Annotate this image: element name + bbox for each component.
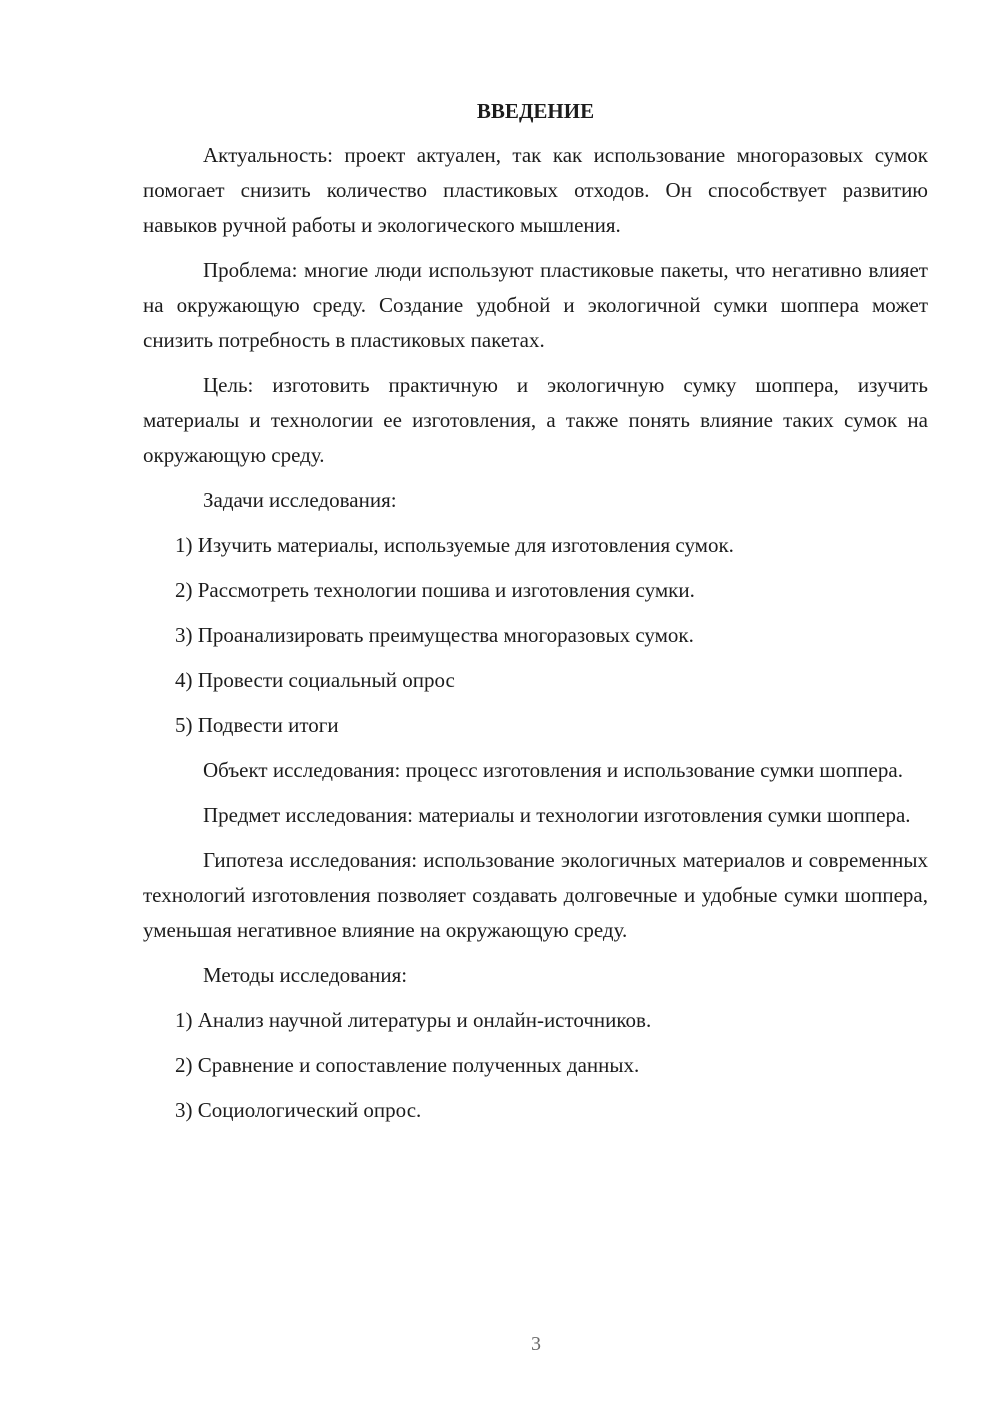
goal-paragraph: Цель: изготовить практичную и экологичную сумку шоппера, изучить материалы и технологии ее изготовления, а также понять влияние таких сумок на окружающую среду. [143, 373, 928, 467]
section-heading: ВВЕДЕНИЕ [476, 99, 595, 123]
methods-label: Методы исследования: [203, 963, 408, 987]
method-item-3: 3) Социологический опрос. [175, 1098, 422, 1122]
task-item-3: 3) Проанализировать преимущества многоразовых сумок. [175, 623, 694, 647]
hypothesis-paragraph: Гипотеза исследования: использование экологичных материалов и современных технологий изготовления позволяет создавать долговечные и удобные сумки шоппера, уменьшая негативное влияние на окружающую среду. [143, 848, 928, 942]
page-number: 3 [531, 1333, 541, 1355]
task-item-1: 1) Изучить материалы, используемые для изготовления сумок. [175, 533, 734, 557]
task-item-5: 5) Подвести итоги [175, 713, 339, 737]
methods-list [143, 1003, 928, 1128]
problem-paragraph: Проблема: многие люди используют пластиковые пакеты, что негативно влияет на окружающую среду. Создание удобной и экологичной сумки шоппера может снизить потребность в пластиковых пакетах. [143, 258, 928, 352]
task-item-2: 2) Рассмотреть технологии пошива и изготовления сумки. [175, 578, 695, 602]
tasks-list [143, 528, 928, 743]
method-item-2: 2) Сравнение и сопоставление полученных данных. [175, 1053, 640, 1077]
method-item-1: 1) Анализ научной литературы и онлайн-источников. [175, 1008, 652, 1032]
object-paragraph: Объект исследования: процесс изготовления и использование сумки шоппера. [203, 758, 903, 782]
subject-paragraph: Предмет исследования: материалы и технологии изготовления сумки шоппера. [203, 803, 911, 827]
relevance-paragraph: Актуальность: проект актуален, так как использование многоразовых сумок помогает снизить количество пластиковых отходов. Он способствует развитию навыков ручной работы и экологического мышления. [143, 143, 928, 237]
tasks-label: Задачи исследования: [203, 488, 397, 512]
document-page [143, 96, 928, 1138]
task-item-4: 4) Провести социальный опрос [175, 668, 455, 692]
